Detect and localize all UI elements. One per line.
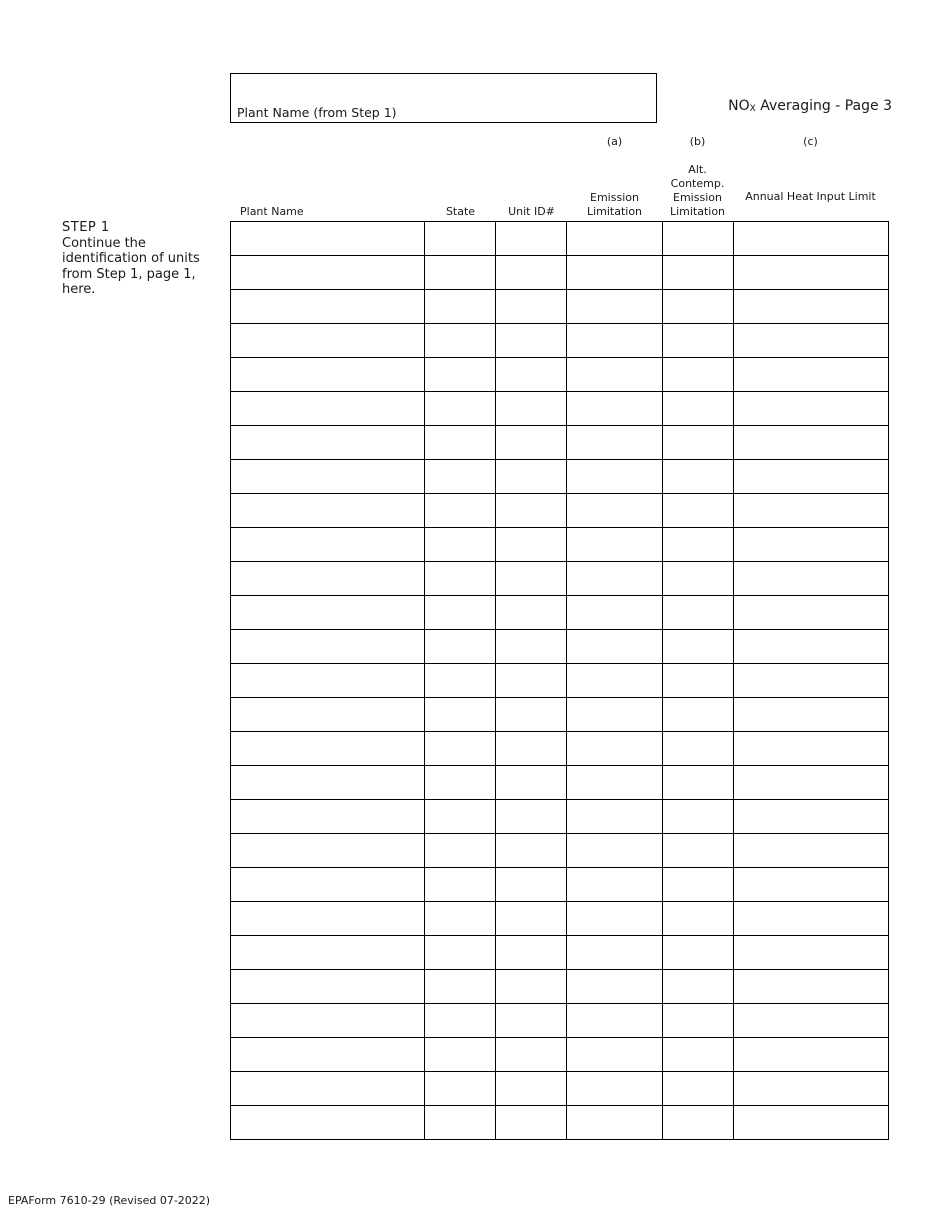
state-cell[interactable] <box>425 664 496 698</box>
state-cell[interactable] <box>425 324 496 358</box>
table-row <box>231 902 889 936</box>
plant-name-cell[interactable] <box>231 1106 425 1140</box>
state-cell[interactable] <box>425 596 496 630</box>
annual-heat-input-limit-cell[interactable] <box>734 1038 889 1072</box>
page-title <box>728 98 892 114</box>
plant-name-cell[interactable] <box>231 766 425 800</box>
alt-contemp-emission-limitation-cell[interactable] <box>663 596 734 630</box>
state-cell[interactable] <box>425 1072 496 1106</box>
table-row <box>231 1072 889 1106</box>
state-cell[interactable] <box>425 868 496 902</box>
plant-name-cell[interactable] <box>231 290 425 324</box>
annual-heat-input-limit-cell[interactable] <box>734 528 889 562</box>
alt-contemp-emission-limitation-cell[interactable] <box>663 1004 734 1038</box>
emission-limitation-cell[interactable] <box>567 426 663 460</box>
plant-name-cell[interactable] <box>231 324 425 358</box>
emission-limitation-cell[interactable] <box>567 222 663 256</box>
step-heading: STEP 1 <box>62 220 110 235</box>
state-cell[interactable] <box>425 902 496 936</box>
emission-limitation-cell[interactable] <box>567 1004 663 1038</box>
alt-contemp-emission-limitation-cell[interactable] <box>663 528 734 562</box>
table-row <box>231 256 889 290</box>
unit-id-cell[interactable] <box>496 936 567 970</box>
unit-id-cell[interactable] <box>496 732 567 766</box>
annual-heat-input-limit-cell[interactable] <box>734 902 889 936</box>
unit-id-cell[interactable] <box>496 1004 567 1038</box>
table-row <box>231 936 889 970</box>
alt-contemp-emission-limitation-cell[interactable] <box>663 800 734 834</box>
annual-heat-input-limit-cell[interactable] <box>734 868 889 902</box>
alt-contemp-emission-limitation-cell[interactable] <box>663 1106 734 1140</box>
alt-contemp-emission-limitation-cell[interactable] <box>663 290 734 324</box>
annual-heat-input-limit-cell[interactable] <box>734 290 889 324</box>
emission-limitation-cell[interactable] <box>567 358 663 392</box>
unit-id-cell[interactable] <box>496 1106 567 1140</box>
emission-limitation-cell[interactable] <box>567 902 663 936</box>
plant-name-cell[interactable] <box>231 834 425 868</box>
header-emission-limitation-line: Limitation <box>586 205 643 218</box>
alt-contemp-emission-limitation-cell[interactable] <box>663 664 734 698</box>
state-cell[interactable] <box>425 358 496 392</box>
unit-id-cell[interactable] <box>496 766 567 800</box>
table-row <box>231 834 889 868</box>
table-row <box>231 800 889 834</box>
page-title-suffix: Averaging - Page 3 <box>755 98 892 114</box>
state-cell[interactable] <box>425 1038 496 1072</box>
plant-name-cell[interactable] <box>231 1004 425 1038</box>
table-row <box>231 596 889 630</box>
alt-contemp-emission-limitation-cell[interactable] <box>663 868 734 902</box>
state-cell[interactable] <box>425 562 496 596</box>
unit-id-cell[interactable] <box>496 868 567 902</box>
table-row <box>231 528 889 562</box>
emission-limitation-cell[interactable] <box>567 732 663 766</box>
emission-limitation-cell[interactable] <box>567 256 663 290</box>
unit-id-cell[interactable] <box>496 664 567 698</box>
plant-name-cell[interactable] <box>231 392 425 426</box>
table-row <box>231 766 889 800</box>
header-emission-limitation <box>567 191 662 219</box>
table-row <box>231 1004 889 1038</box>
annual-heat-input-limit-cell[interactable] <box>734 222 889 256</box>
unit-id-cell[interactable] <box>496 562 567 596</box>
column-letter-b: (b) <box>689 135 706 148</box>
state-cell[interactable] <box>425 426 496 460</box>
header-state: State <box>445 205 476 218</box>
annual-heat-input-limit-cell[interactable] <box>734 494 889 528</box>
alt-contemp-emission-limitation-cell[interactable] <box>663 392 734 426</box>
emission-limitation-cell[interactable] <box>567 324 663 358</box>
table-row <box>231 970 889 1004</box>
header-alt-contemp-line: Contemp. <box>670 177 725 190</box>
unit-id-cell[interactable] <box>496 324 567 358</box>
plant-name-box-label: Plant Name (from Step 1) <box>237 105 397 120</box>
unit-id-cell[interactable] <box>496 596 567 630</box>
plant-name-cell[interactable] <box>231 562 425 596</box>
unit-id-cell[interactable] <box>496 528 567 562</box>
unit-id-cell[interactable] <box>496 392 567 426</box>
page-title-prefix: NO <box>728 98 750 114</box>
state-cell[interactable] <box>425 1106 496 1140</box>
unit-id-cell[interactable] <box>496 834 567 868</box>
plant-name-cell[interactable] <box>231 732 425 766</box>
emission-limitation-cell[interactable] <box>567 1038 663 1072</box>
page-title-subscript: X <box>749 104 756 114</box>
units-table <box>230 221 889 1140</box>
plant-name-cell[interactable] <box>231 868 425 902</box>
table-row <box>231 392 889 426</box>
annual-heat-input-limit-cell[interactable] <box>734 834 889 868</box>
state-cell[interactable] <box>425 630 496 664</box>
unit-id-cell[interactable] <box>496 426 567 460</box>
plant-name-cell[interactable] <box>231 256 425 290</box>
annual-heat-input-limit-cell[interactable] <box>734 256 889 290</box>
alt-contemp-emission-limitation-cell[interactable] <box>663 698 734 732</box>
state-cell[interactable] <box>425 494 496 528</box>
plant-name-cell[interactable] <box>231 1072 425 1106</box>
header-unit-id: Unit ID# <box>508 205 555 218</box>
state-cell[interactable] <box>425 256 496 290</box>
emission-limitation-cell[interactable] <box>567 494 663 528</box>
table-row <box>231 290 889 324</box>
table-row <box>231 630 889 664</box>
emission-limitation-cell[interactable] <box>567 562 663 596</box>
header-annual-heat-input-limit: Annual Heat Input Limit <box>745 190 876 203</box>
annual-heat-input-limit-cell[interactable] <box>734 630 889 664</box>
annual-heat-input-limit-cell[interactable] <box>734 358 889 392</box>
alt-contemp-emission-limitation-cell[interactable] <box>663 460 734 494</box>
annual-heat-input-limit-cell[interactable] <box>734 1072 889 1106</box>
alt-contemp-emission-limitation-cell[interactable] <box>663 970 734 1004</box>
table-row <box>231 1106 889 1140</box>
annual-heat-input-limit-cell[interactable] <box>734 426 889 460</box>
plant-name-box[interactable] <box>230 73 657 123</box>
emission-limitation-cell[interactable] <box>567 766 663 800</box>
state-cell[interactable] <box>425 766 496 800</box>
emission-limitation-cell[interactable] <box>567 460 663 494</box>
plant-name-cell[interactable] <box>231 358 425 392</box>
annual-heat-input-limit-cell[interactable] <box>734 732 889 766</box>
table-row <box>231 562 889 596</box>
plant-name-cell[interactable] <box>231 494 425 528</box>
unit-id-cell[interactable] <box>496 290 567 324</box>
emission-limitation-cell[interactable] <box>567 596 663 630</box>
state-cell[interactable] <box>425 528 496 562</box>
state-cell[interactable] <box>425 392 496 426</box>
step-text: Continue the identification of units from Step 1, page 1, here. <box>62 235 200 297</box>
emission-limitation-cell[interactable] <box>567 970 663 1004</box>
unit-id-cell[interactable] <box>496 1038 567 1072</box>
annual-heat-input-limit-cell[interactable] <box>734 392 889 426</box>
plant-name-cell[interactable] <box>231 936 425 970</box>
plant-name-cell[interactable] <box>231 630 425 664</box>
state-cell[interactable] <box>425 970 496 1004</box>
annual-heat-input-limit-cell[interactable] <box>734 766 889 800</box>
unit-id-cell[interactable] <box>496 698 567 732</box>
table-row <box>231 868 889 902</box>
plant-name-cell[interactable] <box>231 1038 425 1072</box>
table-row <box>231 460 889 494</box>
state-cell[interactable] <box>425 698 496 732</box>
column-letter-a: (a) <box>606 135 623 148</box>
state-cell[interactable] <box>425 936 496 970</box>
annual-heat-input-limit-cell[interactable] <box>734 970 889 1004</box>
state-cell[interactable] <box>425 1004 496 1038</box>
table-row <box>231 732 889 766</box>
alt-contemp-emission-limitation-cell[interactable] <box>663 358 734 392</box>
units-table-body <box>231 222 889 1140</box>
emission-limitation-cell[interactable] <box>567 1106 663 1140</box>
alt-contemp-emission-limitation-cell[interactable] <box>663 766 734 800</box>
plant-name-cell[interactable] <box>231 800 425 834</box>
emission-limitation-cell[interactable] <box>567 834 663 868</box>
alt-contemp-emission-limitation-cell[interactable] <box>663 222 734 256</box>
plant-name-cell[interactable] <box>231 222 425 256</box>
state-cell[interactable] <box>425 800 496 834</box>
table-row <box>231 698 889 732</box>
emission-limitation-cell[interactable] <box>567 936 663 970</box>
plant-name-cell[interactable] <box>231 596 425 630</box>
plant-name-cell[interactable] <box>231 970 425 1004</box>
table-row <box>231 222 889 256</box>
alt-contemp-emission-limitation-cell[interactable] <box>663 1072 734 1106</box>
column-letter-c: (c) <box>803 135 818 148</box>
annual-heat-input-limit-cell[interactable] <box>734 664 889 698</box>
header-alt-contemp-line: Limitation <box>669 205 726 218</box>
plant-name-cell[interactable] <box>231 664 425 698</box>
unit-id-cell[interactable] <box>496 630 567 664</box>
annual-heat-input-limit-cell[interactable] <box>734 460 889 494</box>
alt-contemp-emission-limitation-cell[interactable] <box>663 834 734 868</box>
state-cell[interactable] <box>425 834 496 868</box>
state-cell[interactable] <box>425 732 496 766</box>
unit-id-cell[interactable] <box>496 1072 567 1106</box>
state-cell[interactable] <box>425 290 496 324</box>
unit-id-cell[interactable] <box>496 358 567 392</box>
header-alt-contemp-line: Emission <box>673 191 722 204</box>
unit-id-cell[interactable] <box>496 460 567 494</box>
table-row <box>231 494 889 528</box>
step-1-instructions <box>62 220 202 298</box>
header-plant-name: Plant Name <box>240 205 304 218</box>
emission-limitation-cell[interactable] <box>567 290 663 324</box>
header-emission-limitation-line: Emission <box>590 191 639 204</box>
unit-id-cell[interactable] <box>496 902 567 936</box>
plant-name-cell[interactable] <box>231 902 425 936</box>
plant-name-cell[interactable] <box>231 698 425 732</box>
annual-heat-input-limit-cell[interactable] <box>734 324 889 358</box>
alt-contemp-emission-limitation-cell[interactable] <box>663 562 734 596</box>
emission-limitation-cell[interactable] <box>567 800 663 834</box>
annual-heat-input-limit-cell[interactable] <box>734 596 889 630</box>
annual-heat-input-limit-cell[interactable] <box>734 800 889 834</box>
table-row <box>231 1038 889 1072</box>
state-cell[interactable] <box>425 222 496 256</box>
plant-name-cell[interactable] <box>231 426 425 460</box>
alt-contemp-emission-limitation-cell[interactable] <box>663 630 734 664</box>
alt-contemp-emission-limitation-cell[interactable] <box>663 936 734 970</box>
unit-id-cell[interactable] <box>496 256 567 290</box>
table-row <box>231 324 889 358</box>
unit-id-cell[interactable] <box>496 222 567 256</box>
alt-contemp-emission-limitation-cell[interactable] <box>663 1038 734 1072</box>
annual-heat-input-limit-cell[interactable] <box>734 936 889 970</box>
table-row <box>231 426 889 460</box>
emission-limitation-cell[interactable] <box>567 868 663 902</box>
alt-contemp-emission-limitation-cell[interactable] <box>663 732 734 766</box>
annual-heat-input-limit-cell[interactable] <box>734 1004 889 1038</box>
header-alt-contemp-emission-limitation <box>662 163 733 219</box>
plant-name-cell[interactable] <box>231 460 425 494</box>
emission-limitation-cell[interactable] <box>567 1072 663 1106</box>
alt-contemp-emission-limitation-cell[interactable] <box>663 426 734 460</box>
form-footer: EPAForm 7610-29 (Revised 07-2022) <box>8 1194 211 1207</box>
alt-contemp-emission-limitation-cell[interactable] <box>663 494 734 528</box>
alt-contemp-emission-limitation-cell[interactable] <box>663 902 734 936</box>
alt-contemp-emission-limitation-cell[interactable] <box>663 256 734 290</box>
emission-limitation-cell[interactable] <box>567 664 663 698</box>
state-cell[interactable] <box>425 460 496 494</box>
emission-limitation-cell[interactable] <box>567 392 663 426</box>
unit-id-cell[interactable] <box>496 800 567 834</box>
unit-id-cell[interactable] <box>496 494 567 528</box>
table-row <box>231 664 889 698</box>
unit-id-cell[interactable] <box>496 970 567 1004</box>
alt-contemp-emission-limitation-cell[interactable] <box>663 324 734 358</box>
emission-limitation-cell[interactable] <box>567 528 663 562</box>
plant-name-cell[interactable] <box>231 528 425 562</box>
table-row <box>231 358 889 392</box>
annual-heat-input-limit-cell[interactable] <box>734 562 889 596</box>
emission-limitation-cell[interactable] <box>567 630 663 664</box>
emission-limitation-cell[interactable] <box>567 698 663 732</box>
header-alt-contemp-line: Alt. <box>688 163 707 176</box>
annual-heat-input-limit-cell[interactable] <box>734 698 889 732</box>
annual-heat-input-limit-cell[interactable] <box>734 1106 889 1140</box>
